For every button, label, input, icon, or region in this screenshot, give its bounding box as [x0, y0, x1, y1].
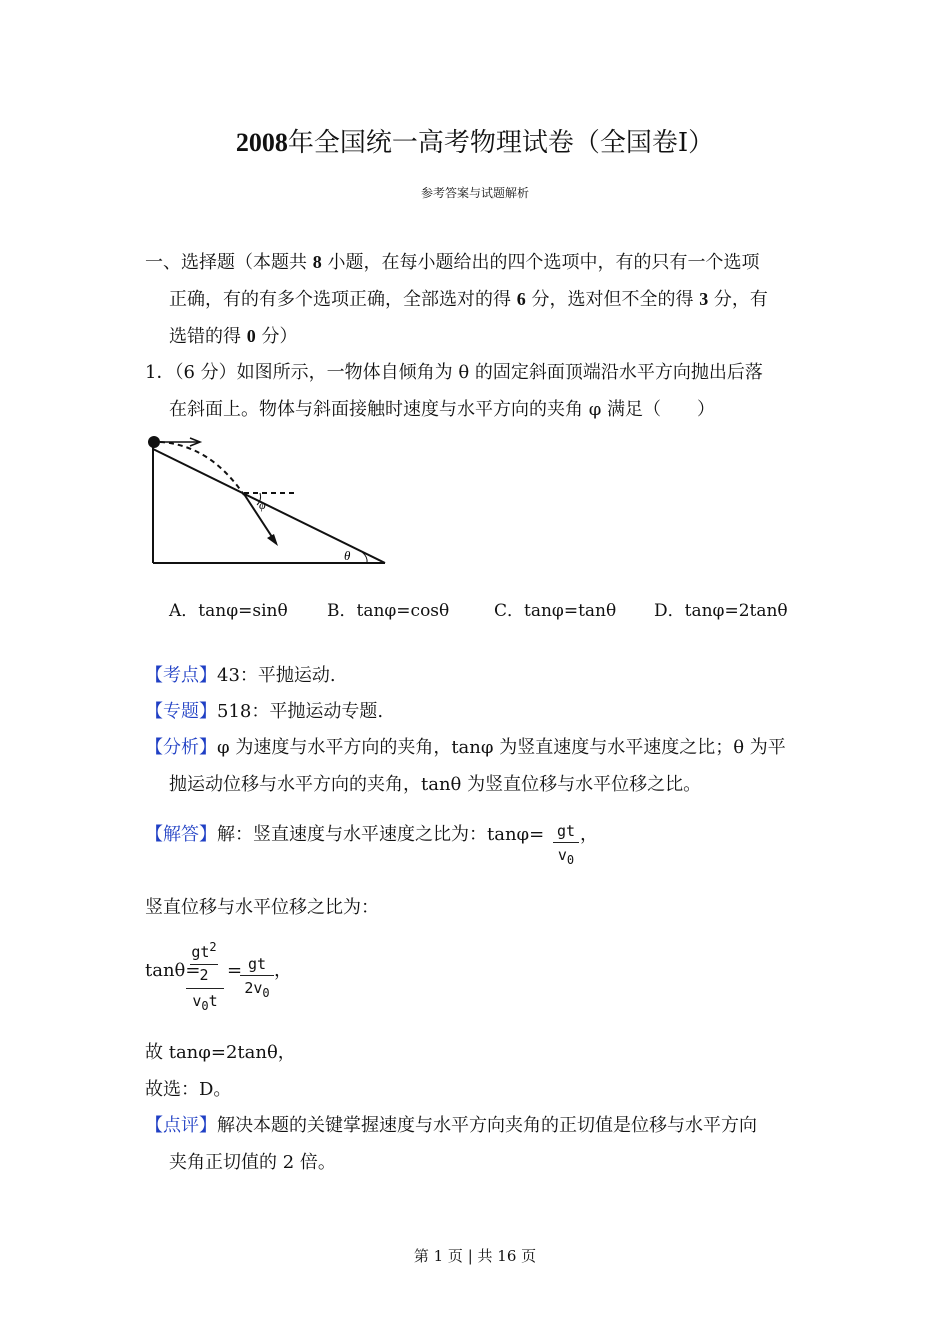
kaodian-tag: 【考点】 [145, 665, 217, 686]
dianping-text: 解决本题的关键掌握速度与水平方向夹角的正切值是位移与水平方向 [217, 1115, 757, 1136]
variable-t: t [208, 992, 218, 1010]
jieda-tag: 【解答】 [145, 824, 217, 845]
dianping-tag: 【点评】 [145, 1115, 217, 1136]
dianping-line-1 [145, 1114, 757, 1138]
fraction-bar [190, 964, 218, 965]
option-d[interactable]: D．tanφ=2tanθ [654, 601, 788, 621]
zhuanti-tag: 【专题】 [145, 701, 217, 722]
fenxi-text: φ 为速度与水平方向的夹角，tanφ 为竖直速度与水平速度之比；θ 为平 [217, 737, 786, 758]
section-text: 一、选择题（本题共 [145, 252, 313, 273]
fraction-bar [553, 842, 579, 843]
numerator-gt: gt [191, 943, 210, 961]
equals-sign: = [227, 960, 243, 981]
option-a[interactable]: A．tanφ=sinθ [169, 601, 288, 621]
incline-figure [140, 425, 400, 575]
kaodian-text: 43：平抛运动. [217, 665, 336, 686]
section-text: 分，有 [708, 289, 768, 310]
superscript-two: 2 [209, 940, 217, 954]
section-heading-line-3 [169, 324, 297, 349]
comma: ， [580, 824, 598, 845]
section-text: 分） [255, 326, 298, 347]
conclusion-line: 故 tanφ=2tanθ， [145, 1042, 296, 1063]
title-year: 2008 [235, 128, 288, 157]
phi-label: φ [259, 498, 266, 512]
subscript-zero: 0 [262, 986, 270, 1000]
jieda-text: 解：竖直速度与水平速度之比为：tanφ= [217, 824, 545, 845]
section-number: 6 [516, 289, 526, 309]
subscript-zero: 0 [566, 853, 575, 867]
arrowhead-icon [267, 534, 278, 546]
section-heading-line-1 [145, 250, 759, 275]
section-text: 小题，在每小题给出的四个选项中，有的只有一个选项 [321, 252, 760, 273]
section-heading-line-2 [169, 287, 768, 312]
question-line-2: 在斜面上。物体与斜面接触时速度与水平方向的夹角 φ 满足（ ） [169, 399, 716, 420]
fenxi-line-1 [145, 736, 786, 760]
jieda-line [145, 823, 544, 847]
page-subtitle: 参考答案与试题解析 [420, 186, 529, 200]
comma: ， [274, 960, 292, 981]
fraction-bar [240, 975, 274, 976]
section-number: 8 [312, 252, 322, 272]
fraction-numerator [186, 940, 222, 961]
ball-icon [148, 436, 160, 448]
zhuanti-text: 518：平抛运动专题. [217, 701, 384, 722]
option-b[interactable]: B．tanφ=cosθ [327, 601, 450, 621]
fraction-denominator: 2 [199, 966, 209, 984]
title-text: 年全国统一高考物理试卷（全国卷Ⅰ） [287, 128, 715, 158]
zhuanti-line [145, 700, 383, 724]
section-number: 3 [699, 289, 709, 309]
section-number: 0 [246, 326, 256, 346]
fraction-numerator: gt [556, 822, 576, 840]
displacement-ratio-line: 竖直位移与水平位移之比为： [145, 897, 379, 918]
section-text: 选错的得 [169, 326, 247, 347]
section-text: 分，选对但不全的得 [525, 289, 700, 310]
fraction-denominator [240, 979, 274, 1000]
fenxi-tag: 【分析】 [145, 737, 217, 758]
tan-theta-label: tanθ= [145, 960, 201, 981]
page-footer: 第 1 页 | 共 16 页 [413, 1247, 537, 1265]
option-c[interactable]: C．tanφ=tanθ [494, 601, 617, 621]
question-line-1: 1．（6 分）如图所示，一物体自倾角为 θ 的固定斜面顶端沿水平方向抛出后落 [145, 362, 763, 383]
fraction-denominator [183, 992, 227, 1013]
answer-line: 故选：D。 [145, 1079, 232, 1100]
variable-v: v [192, 992, 202, 1010]
fraction-denominator [552, 846, 580, 867]
fraction-numerator: gt [247, 955, 267, 973]
incline-slope [153, 449, 385, 563]
variable-v: v [557, 846, 567, 864]
subscript-zero: 0 [201, 999, 209, 1013]
page-title [0, 122, 950, 159]
fenxi-line-2: 抛运动位移与水平方向的夹角，tanθ 为竖直位移与水平位移之比。 [169, 774, 702, 795]
denominator-2v: 2v [244, 979, 263, 997]
kaodian-line [145, 664, 336, 688]
section-text: 正确，有的有多个选项正确，全部选对的得 [169, 289, 517, 310]
dianping-line-2: 夹角正切值的 2 倍。 [169, 1152, 336, 1173]
main-fraction-bar [186, 988, 224, 989]
theta-label: θ [344, 548, 351, 563]
